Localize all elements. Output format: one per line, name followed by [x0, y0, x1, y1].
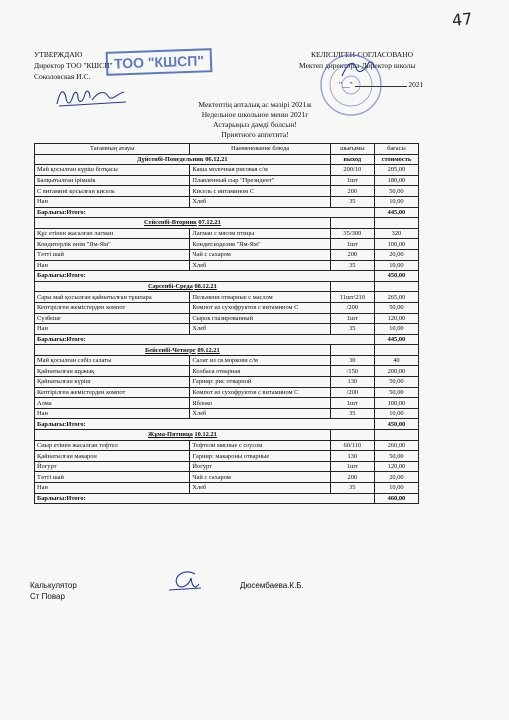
table-header-row: [35, 144, 419, 155]
dish-name-ru: Лагман с мясом птицы: [190, 228, 330, 239]
day-title: [35, 345, 331, 356]
total-value: 450,00: [374, 271, 418, 282]
dish-price: 260,00: [374, 440, 418, 451]
dish-price: 180,00: [374, 175, 418, 186]
total-value: 460,00: [374, 493, 418, 504]
dish-yield: 200/10: [330, 165, 374, 176]
menu-table: [34, 143, 419, 504]
day-header-row: [35, 218, 419, 229]
approved-heading: УТВЕРЖДАЮ: [34, 50, 83, 59]
dish-name-kz: С витамині қосылған кисель: [35, 186, 190, 197]
table-row: [35, 260, 419, 271]
dish-name-kz: Қайнатылған макарон: [35, 451, 190, 462]
dish-yield: /150: [330, 366, 374, 377]
dish-yield: 35: [330, 324, 374, 335]
subheader-day-cell: [35, 154, 331, 165]
date-quote-open: ": [339, 80, 343, 89]
dish-price: 50,00: [374, 302, 418, 313]
dish-yield: 1шт: [330, 313, 374, 324]
dish-price: 320: [374, 228, 418, 239]
day-header-empty-cell: [374, 218, 418, 229]
day-header-empty-cell: [374, 281, 418, 292]
day-header-row: [35, 345, 419, 356]
dish-price: 50,00: [374, 186, 418, 197]
dish-yield: /200: [330, 387, 374, 398]
day-header-empty-cell: [330, 430, 374, 441]
dish-yield: 200: [330, 186, 374, 197]
day-title: [35, 218, 331, 229]
col-header-price-ru: стоимость: [374, 154, 418, 165]
dish-yield: 35/300: [330, 228, 374, 239]
dish-price: 50,00: [374, 451, 418, 462]
col-header-kz: Тағамның атауы: [35, 144, 190, 155]
dish-name-kz: Кондитерлік өнім "Ям-Ям": [35, 239, 190, 250]
table-row: [35, 249, 419, 260]
dish-price: 10,00: [374, 260, 418, 271]
dish-price: 20,00: [374, 472, 418, 483]
dish-price: 10,00: [374, 408, 418, 419]
dish-name-ru: Колбаса отварная: [190, 366, 330, 377]
day-header-empty-cell: [374, 345, 418, 356]
dish-price: 20,00: [374, 249, 418, 260]
approved-line: Директор ТОО "КШСП": [34, 61, 113, 70]
table-row: [35, 483, 419, 494]
dish-yield: 35: [330, 408, 374, 419]
dish-name-ru: Чай с сахаром: [190, 472, 330, 483]
dish-price: 10,00: [374, 324, 418, 335]
total-value: 445,00: [374, 207, 418, 218]
dish-price: 10,00: [374, 483, 418, 494]
table-row: [35, 451, 419, 462]
day-header-row: [35, 430, 419, 441]
date-year: 2021: [408, 80, 424, 89]
dish-yield: 130: [330, 451, 374, 462]
day-date: 08.12.21: [194, 283, 217, 291]
table-subheader-row: [35, 154, 419, 165]
dish-name-ru: Хлеб: [190, 260, 330, 271]
table-row: [35, 398, 419, 409]
day-header-empty-cell: [374, 430, 418, 441]
day-date: 10.12.21: [194, 431, 217, 439]
dish-yield: 60/110: [330, 440, 374, 451]
day-date: 09.12.21: [197, 346, 220, 354]
calculator-signature: [165, 568, 205, 594]
dish-yield: 130: [330, 377, 374, 388]
dish-name-ru: Салат из св.моркови с/м: [190, 355, 330, 366]
total-label: Барлығы:Итого:: [35, 207, 375, 218]
table-row: [35, 387, 419, 398]
dish-name-kz: Кептірілген жемістерден компот: [35, 387, 190, 398]
col-header-yield-ru: выход: [330, 154, 374, 165]
day-header-empty-cell: [330, 345, 374, 356]
dish-name-ru: Гарнир: рис отварной: [190, 377, 330, 388]
total-value: 445,00: [374, 334, 418, 345]
dish-name-ru: Плавленный сыр "Президент": [190, 175, 330, 186]
table-row: [35, 472, 419, 483]
title-ru: Недельное школьное меню 2021г: [201, 110, 309, 119]
day-header-row: [35, 281, 419, 292]
total-label: Барлығы:Итого:: [35, 419, 375, 430]
table-row: [35, 165, 419, 176]
day-header-empty-cell: [330, 218, 374, 229]
day-name: Сәрсенбі-Среда: [147, 283, 193, 291]
total-label: Барлығы:Итого:: [35, 334, 375, 345]
footer-roles: [30, 580, 77, 602]
footer-signer-name: Дюсембаева.К.Б.: [240, 581, 304, 590]
day-header-empty-cell: [330, 281, 374, 292]
dish-name-kz: Май қосылған сәбіз салаты: [35, 355, 190, 366]
table-row: [35, 313, 419, 324]
dish-price: 100,00: [374, 398, 418, 409]
day-name: Дүйсенбі-Понедельник: [137, 155, 204, 163]
dish-name-kz: Тәтті шай: [35, 249, 190, 260]
dish-name-ru: Чай с сахаром: [190, 249, 330, 260]
dish-name-ru: Каша молочная рисовая с/м: [190, 165, 330, 176]
wish-kz: Астарыңыз дәмді болсын!: [213, 120, 297, 129]
dish-name-kz: Тәтті шай: [35, 472, 190, 483]
table-row: [35, 196, 419, 207]
dish-name-kz: Сары май қосылған қайнатылған тұшпара: [35, 292, 190, 303]
table-row: [35, 175, 419, 186]
dish-yield: 30: [330, 355, 374, 366]
dish-price: 120,00: [374, 461, 418, 472]
table-row: [35, 324, 419, 335]
dish-price: 120,00: [374, 313, 418, 324]
day-title: [35, 281, 331, 292]
col-header-price: бағасы: [374, 144, 418, 155]
company-stamp: ТОО "КШСП": [106, 48, 213, 76]
dish-name-kz: Сиыр етінен жасалған тефтел: [35, 440, 190, 451]
approved-block: [34, 49, 113, 82]
dish-name-ru: Яблоко: [190, 398, 330, 409]
total-row: [35, 419, 419, 430]
table-row: [35, 461, 419, 472]
dish-price: 200,00: [374, 366, 418, 377]
dish-name-kz: Балқытылған ірімшік: [35, 175, 190, 186]
dish-name-kz: Нан: [35, 408, 190, 419]
dish-price: 205,00: [374, 165, 418, 176]
dish-yield: 35: [330, 483, 374, 494]
dish-price: 50,00: [374, 377, 418, 388]
dish-name-ru: Гарнир: макароны отварные: [190, 451, 330, 462]
dish-name-ru: Компот из сухофруктов с витамином С: [190, 302, 330, 313]
dish-name-ru: Хлеб: [190, 324, 330, 335]
total-row: [35, 207, 419, 218]
approved-name: Соколовская И.С.: [34, 72, 91, 81]
dish-yield: 200: [330, 472, 374, 483]
school-director-signature: [338, 58, 378, 80]
total-row: [35, 334, 419, 345]
dish-name-kz: Нан: [35, 483, 190, 494]
total-label: Барлығы:Итого:: [35, 493, 375, 504]
dish-name-ru: Сырок глазированный: [190, 313, 330, 324]
dish-name-kz: Құс етінен жасалған лагман: [35, 228, 190, 239]
table-row: [35, 440, 419, 451]
dish-price: 50,00: [374, 387, 418, 398]
day-name: Бейсенбі-Четверг: [145, 346, 196, 354]
total-label: Барлығы:Итого:: [35, 271, 375, 282]
dish-name-ru: Пельмени отварные с маслом: [190, 292, 330, 303]
total-value: 450,00: [374, 419, 418, 430]
dish-price: 10,00: [374, 196, 418, 207]
dish-name-kz: Нан: [35, 324, 190, 335]
date-quote-close: ": [349, 80, 353, 89]
table-row: [35, 366, 419, 377]
dish-yield: 35: [330, 196, 374, 207]
dish-name-kz: Қайнатылған шұжық: [35, 366, 190, 377]
col-header-ru: Наименование блюда: [190, 144, 330, 155]
dish-name-ru: Компот из сухофруктов с витамином С: [190, 387, 330, 398]
dish-name-ru: Кисель с витамином С: [190, 186, 330, 197]
dish-yield: /200: [330, 302, 374, 313]
dish-yield: 1шт: [330, 239, 374, 250]
day-date: 07.12.21: [198, 219, 221, 227]
dish-name-kz: Нан: [35, 260, 190, 271]
agreed-heading: КЕЛІСІЛГЕН-СОГЛАСОВАНО: [311, 50, 414, 59]
dish-yield: 35: [330, 260, 374, 271]
dish-name-ru: Йогурт: [190, 461, 330, 472]
day-date: 06.12.21: [205, 155, 228, 163]
dish-name-ru: Кондит.изделия "Ям-Ям": [190, 239, 330, 250]
dish-name-kz: Май қосылған күріш ботқасы: [35, 165, 190, 176]
dish-yield: 1шт: [330, 175, 374, 186]
role-calculator: Калькулятор: [30, 581, 77, 590]
table-row: [35, 355, 419, 366]
dish-name-kz: Алма: [35, 398, 190, 409]
table-row: [35, 186, 419, 197]
table-row: [35, 302, 419, 313]
page-number: 47: [451, 8, 474, 31]
total-row: [35, 493, 419, 504]
dish-yield: 11шт/210: [330, 292, 374, 303]
dish-name-ru: Хлеб: [190, 196, 330, 207]
wish-ru: Приятного аппетита!: [221, 130, 289, 139]
dish-name-kz: Сүзбеше: [35, 313, 190, 324]
col-header-yield: шығымы: [330, 144, 374, 155]
table-row: [35, 408, 419, 419]
dish-price: 40: [374, 355, 418, 366]
dish-name-ru: Хлеб: [190, 408, 330, 419]
total-row: [35, 271, 419, 282]
day-title: [35, 430, 331, 441]
dish-yield: 1шт: [330, 461, 374, 472]
role-chef: Ст Повар: [30, 592, 65, 601]
date-day: __: [342, 80, 350, 89]
dish-name-kz: Йогурт: [35, 461, 190, 472]
dish-name-kz: Қайнатылған күріш: [35, 377, 190, 388]
table-row: [35, 377, 419, 388]
dish-name-kz: Нан: [35, 196, 190, 207]
day-name: Жұма-Пятница: [147, 431, 193, 439]
dish-name-ru: Хлеб: [190, 483, 330, 494]
table-row: [35, 292, 419, 303]
dish-price: 265,00: [374, 292, 418, 303]
dish-name-ru: Тефтели мясные с соусом: [190, 440, 330, 451]
menu-titles: [150, 100, 360, 140]
dish-yield: 200: [330, 249, 374, 260]
table-row: [35, 228, 419, 239]
table-row: [35, 239, 419, 250]
agreed-line: Мектеп директоры-Директор школы: [299, 61, 416, 70]
director-signature: [54, 84, 134, 110]
day-name: Сейсенбі-Вторник: [143, 219, 197, 227]
dish-yield: 1шт: [330, 398, 374, 409]
dish-price: 100,00: [374, 239, 418, 250]
dish-name-kz: Кептірілген жемістерден компот: [35, 302, 190, 313]
title-kz: Мектептің апталық ас мәзірі 2021ж: [198, 100, 312, 109]
